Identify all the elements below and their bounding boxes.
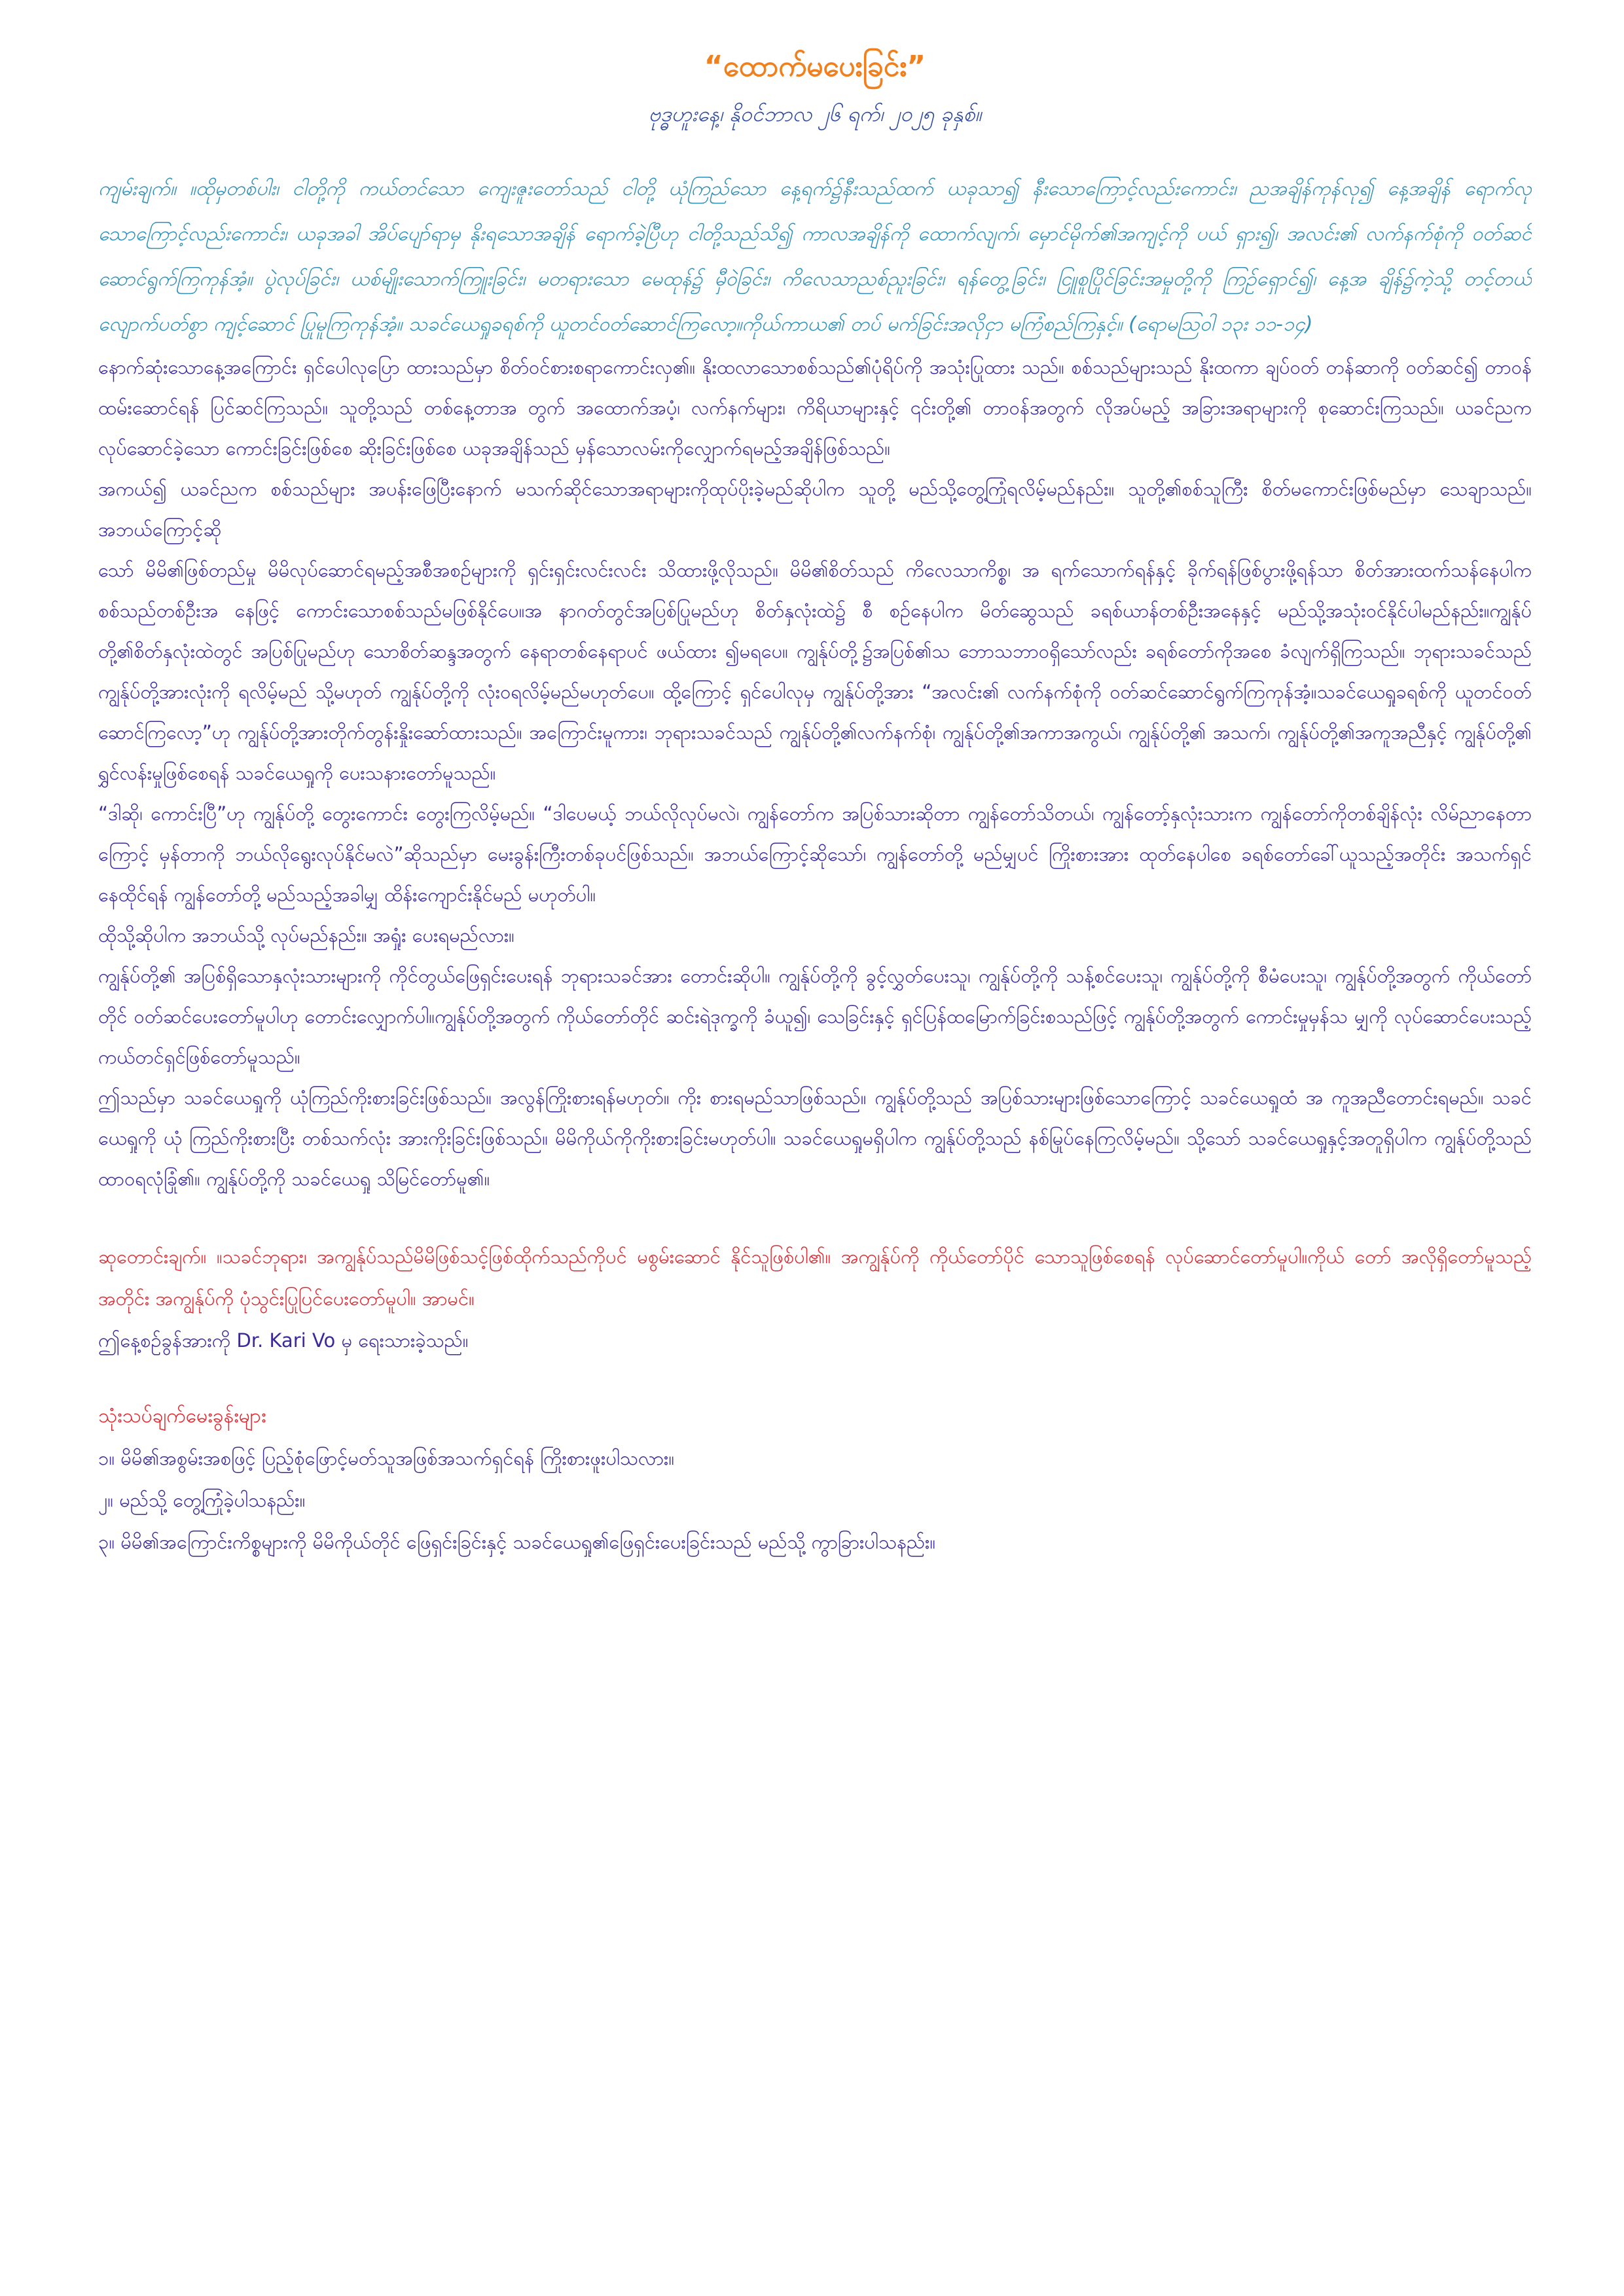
question-item-3: ၃။ မိမိ၏အကြောင်းကိစ္စများကို မိမိကိုယ်တိုင် ဖြေရှင်းခြင်းနှင့် သခင်ယေရှု၏ဖြေရှင်းပေးခြင်းသည် မည်သို့ ကွာခြားပါသနည်း။ (98, 1531, 936, 1553)
body-paragraph-2: အကယ်၍ ယခင်ညက စစ်သည်များ အပန်းဖြေပြီးနောက် မသက်ဆိုင်သောအရာများကိုထုပ်ပိုးခဲ့မည်ဆိုပါက သူတို့ မည်သို့တွေ့ကြုံရလိမ့်မည်နည်း။ သူတို့၏စစ်သူကြီး စိတ်မကောင်းဖြစ်မည်မှာ သေချာသည်။ အဘယ်ကြောင့်ဆို (98, 478, 1532, 541)
body-paragraph-3: သော် မိမိ၏ဖြစ်တည်မှု မိမိလုပ်ဆောင်ရမည့်အစီအစဉ်များကို ရှင်းရှင်းလင်းလင်း သိထားဖို့လိုသည်။ မိမိ၏စိတ်သည် ကိလေသာကိစ္စ၊ အ ရက်သောက်ရန်နှင့် ခိုက်ရန်ဖြစ်ပွားဖို့ရန်သာ စိတ်အားထက်သန်နေပါက စစ်သည်တစ်ဦးအ နေဖြင့် ကောင်းသောစစ်သည်မဖြစ်နိုင်ပေ။အ နာဂတ်တွင်အပြစ်ပြုမည်ဟု စိတ်နှလုံးထဲ၌ စီ စဉ်နေပါက မိတ်ဆွေသည် ခရစ်ယာန်တစ်ဦးအနေနှင့် မည်သို့အသုံးဝင်နိုင်ပါမည်နည်း။ကျွန်ုပ်တို့၏စိတ်နှလုံးထဲတွင် အပြစ်ပြုမည်ဟု သောစိတ်ဆန္ဒအတွက် နေရာတစ်နေရာပင် ဖယ်ထား ၍မရပေ။ ကျွန်ုပ်တို့၌အပြစ်၏သ ဘောသဘာဝရှိသော်လည်း ခရစ်တော်ကိုအစေ ခံလျက်ရှိကြသည်။ ဘုရားသခင်သည် ကျွန်ုပ်တို့အားလုံးကို ရလိမ့်မည် သို့မဟုတ် ကျွန်ုပ်တို့ကို လုံးဝရလိမ့်မည်မဟုတ်ပေ။ ထို့ကြောင့် ရှင်ပေါလုမှ ကျွန်ုပ်တို့အား “အလင်း၏ လက်နက်စုံကို ဝတ်ဆင်ဆောင်ရွက်ကြကုန်အံ့။သခင်ယေရှုခရစ်ကို ယူတင်ဝတ်ဆောင်ကြလော့”ဟု ကျွန်ုပ်တို့အားတိုက်တွန်းနှိုးဆော်ထားသည်။ အကြောင်းမူကား၊ ဘုရားသခင်သည် ကျွန်ုပ်တို့၏လက်နက်စုံ၊ ကျွန်ုပ်တို့၏အကာအကွယ်၊ ကျွန်ုပ်တို့၏ အသက်၊ ကျွန်ုပ်တို့၏အကူအညီနှင့် ကျွန်ုပ်တို့၏ ရွှင်လန်းမှုဖြစ်စေရန် သခင်ယေရှုကို ပေးသနားတော်မူသည်။ (98, 559, 1532, 784)
questions-list (98, 1437, 1532, 1563)
body-paragraph-4: “ဒါဆို၊ ကောင်းပြီ”ဟု ကျွန်ုပ်တို့ တွေးကောင်း တွေးကြလိမ့်မည်။ “ဒါပေမယ့် ဘယ်လိုလုပ်မလဲ၊ ကျွန်တော်က အပြစ်သားဆိုတာ ကျွန်တော်သိတယ်၊ ကျွန်တော့်နှလုံးသားက ကျွန်တော်ကိုတစ်ချိန်လုံး လိမ်ညာနေတာကြောင့် မှန်တာကို ဘယ်လိုရွေးလုပ်နိုင်မလဲ”ဆိုသည်မှာ မေးခွန်းကြီးတစ်ခုပင်ဖြစ်သည်။ အဘယ်ကြောင့်ဆိုသော်၊ ကျွန်တော်တို့ မည်မျှပင် ကြိုးစားအား ထုတ်နေပါစေ ခရစ်တော်ခေါ်ယူသည့်အတိုင်း အသက်ရှင်နေထိုင်ရန် ကျွန်တော်တို့ မည်သည့်အခါမျှ ထိန်းကျောင်းနိုင်မည် မဟုတ်ပါ။ (98, 802, 1532, 906)
body-paragraph-6: ကျွန်ုပ်တို့၏ အပြစ်ရှိသောနှလုံးသားများကို ကိုင်တွယ်ဖြေရှင်းပေးရန် ဘုရားသခင်အား တောင်းဆိုပါ။ ကျွန်ုပ်တို့ကို ခွင့်လွှတ်ပေးသူ၊ ကျွန်ုပ်တို့ကို သန့်စင်ပေးသူ၊ ကျွန်ုပ်တို့ကို စီမံပေးသူ၊ ကျွန်ုပ်တို့အတွက် ကိုယ်တော်တိုင် ဝတ်ဆင်ပေးတော်မူပါဟု တောင်းလျှောက်ပါ။ကျွန်ုပ်တို့အတွက် ကိုယ်တော်တိုင် ဆင်းရဲဒုက္ခကို ခံယူ၍၊ သေခြင်းနှင့် ရှင်ပြန်ထမြောက်ခြင်းစသည်ဖြင့် ကျွန်ုပ်တို့အတွက် ကောင်းမှုမှန်သ မျှကို လုပ်ဆောင်ပေးသည့် ကယ်တင်ရှင်ဖြစ်တော်မူသည်။ (98, 965, 1532, 1068)
scripture-verse: ကျမ်းချက်။ ။ထိုမှတစ်ပါး၊ ငါတို့ကို ကယ်တင်သော ကျေးဇူးတော်သည် ငါတို့ ယုံကြည်သော နေ့ရက်၌နီးသည်ထက် ယခုသာ၍ နီးသောကြောင့်လည်းကောင်း၊ ညအချိန်ကုန်လု၍ နေ့အချိန် ရောက်လုသောကြောင့်လည်းကောင်း၊ ယခုအခါ အိပ်ပျော်ရာမှ နိုးရသောအချိန် ရောက်ခဲ့ပြီဟု ငါတို့သည်သိ၍ ကာလအချိန်ကို ထောက်လျက်၊ မှောင်မိုက်၏အကျင့်ကို ပယ် ရှား၍၊ အလင်း၏ လက်နက်စုံကို ဝတ်ဆင်ဆောင်ရွက်ကြကုန်အံ့။ ပွဲလုပ်ခြင်း၊ ယစ်မျိုးသောက်ကြူးခြင်း၊ မတရားသော မေထုန်၌ မှီဝဲခြင်း၊ ကိလေသာညစ်ညူးခြင်း၊ ရန်တွေ့ခြင်း၊ ငြူစူပြိုင်ခြင်းအမှုတို့ကို ကြဉ်ရှောင်၍၊ နေ့အ ချိန်၌ကဲ့သို့ တင့်တယ်လျောက်ပတ်စွာ ကျင့်ဆောင် ပြုမူကြကုန်အံ့။ သခင်ယေရှုခရစ်ကို ယူတင်ဝတ်ဆောင်ကြလော့။ကိုယ်ကာယ၏ တပ် မက်ခြင်းအလိုငှာ မကြံစည်ကြနှင့်။ (ရောမဩဝါ ၁၃း ၁၁-၁၄) (98, 177, 1532, 336)
question-item-2: ၂။ မည်သို့ တွေ့ကြုံခဲ့ပါသနည်း။ (98, 1489, 306, 1511)
questions-heading: သုံးသပ်ချက်မေးခွန်းများ (98, 1405, 266, 1427)
body-paragraph-7: ဤသည်မှာ သခင်ယေရှုကို ယုံကြည်ကိုးစားခြင်းဖြစ်သည်။ အလွန်ကြိုးစားရန်မဟုတ်။ ကိုး စားရမည်သာဖြစ်သည်။ ကျွန်ုပ်တို့သည် အပြစ်သားများဖြစ်သောကြောင့် သခင်ယေရှုထံ အ ကူအညီတောင်းရမည်။ သခင်ယေရှုကို ယုံ ကြည်ကိုးစားပြီး တစ်သက်လုံး အားကိုးခြင်းဖြစ်သည်။ မိမိကိုယ်ကိုကိုးစားခြင်းမဟုတ်ပါ။ သခင်ယေရှုမရှိပါက ကျွန်ုပ်တို့သည် နစ်မြုပ်နေကြလိမ့်မည်။ သို့သော် သခင်ယေရှုနှင့်အတူရှိပါက ကျွန်ုပ်တို့သည် ထာဝရလုံခြုံ၏။ ကျွန်ုပ်တို့ကို သခင်ယေရှု သိမြင်တော်မူ၏။ (98, 1086, 1532, 1190)
prayer-text: ဆုတောင်းချက်။ ။သခင်ဘုရား၊ အကျွန်ုပ်သည်မိမိဖြစ်သင့်ဖြစ်ထိုက်သည်ကိုပင် မစွမ်းဆောင် နိုင်သူဖြစ်ပါ၏။ အကျွန်ုပ်ကို ကိုယ်တော်ပိုင် သောသူဖြစ်စေရန် လုပ်ဆောင်တော်မူပါ။ကိုယ် တော် အလိုရှိတော်မူသည့်အတိုင်း အကျွန်ုပ်ကို ပုံသွင်းပြုပြင်ပေးတော်မူပါ။ အာမင်။ (98, 1246, 1532, 1310)
devotional-page (98, 39, 1532, 2278)
devotional-body (98, 347, 1532, 1199)
date-line: ဗုဒ္ဓဟူးနေ့၊ နိုဝင်ဘာလ ၂၆ ရက်၊ ၂၀၂၅ ခုနှစ်။ (648, 101, 982, 126)
question-item-1: ၁။ မိမိ၏အစွမ်းအစဖြင့် ပြည့်စုံဖြောင့်မတ်သူအဖြစ်အသက်ရှင်ရန် ကြိုးစားဖူးပါသလား။ (98, 1447, 675, 1469)
page-title: “ထောက်မပေးခြင်း” (704, 50, 926, 83)
body-paragraph-1: နောက်ဆုံးသောနေ့အကြောင်း ရှင်ပေါလုပြော ထားသည်မှာ စိတ်ဝင်စားစရာကောင်းလှ၏။ နိုးထလာသောစစ်သည်၏ပုံရိပ်ကို အသုံးပြုထား သည်။ စစ်သည်များသည် နိုးထကာ ချပ်ဝတ် တန်ဆာကို ဝတ်ဆင်၍ တာဝန်ထမ်းဆောင်ရန် ပြင်ဆင်ကြသည်။ သူတို့သည် တစ်နေ့တာအ တွက် အထောက်အပံ့၊ လက်နက်များ၊ ကိရိယာများနှင့် ၎င်းတို့၏ တာဝန်အတွက် လိုအပ်မည့် အခြားအရာများကို စုဆောင်းကြသည်။ ယခင်ညက လုပ်ဆောင်ခဲ့သော ကောင်းခြင်းဖြစ်စေ ဆိုးခြင်းဖြစ်စေ ယခုအချိန်သည် မှန်သောလမ်းကိုလျှောက်ရမည့်အချိန်ဖြစ်သည်။ (98, 356, 1532, 459)
author-credit: ဤနေ့စဉ်ခွန်အားကို Dr. Kari Vo မှ ရေးသားခဲ့သည်။ (98, 1329, 469, 1352)
body-paragraph-5: ထိုသို့ဆိုပါက အဘယ်သို့ လုပ်မည်နည်း။ အရှုံး ပေးရမည်လား။ (98, 924, 514, 946)
